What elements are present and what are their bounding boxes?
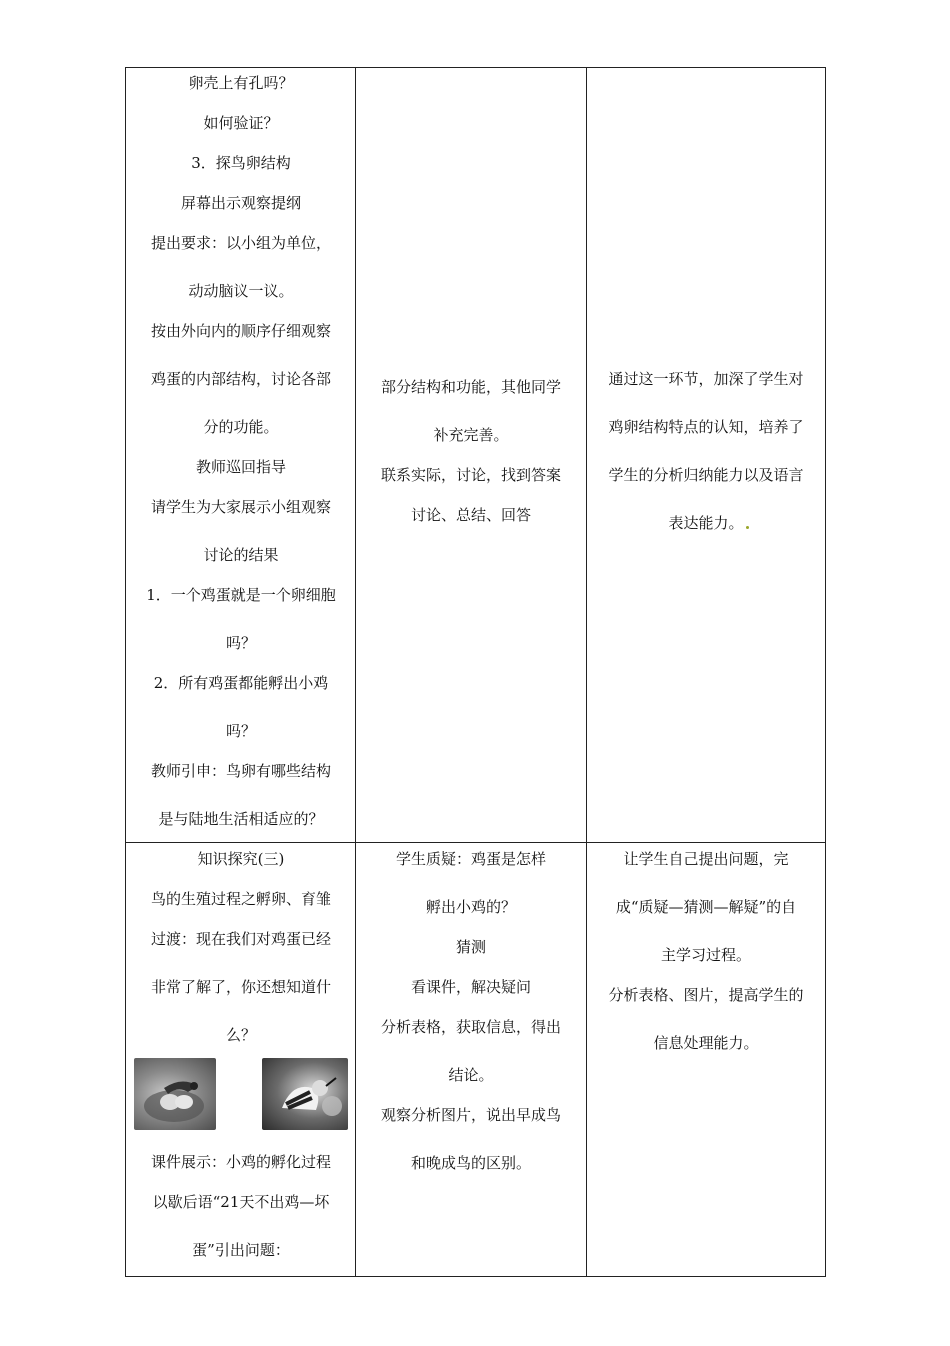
- row2-col1-line: 鸟的生殖过程之孵卵、育雏: [150, 890, 331, 908]
- row1-col3-line: 鸡卵结构特点的认知，培养了: [608, 418, 804, 436]
- row1-col1-line: 分的功能。: [203, 418, 279, 436]
- bird-feeding-photo: [262, 1058, 348, 1130]
- row1-col1-line: 动动脑议一议。: [188, 282, 294, 300]
- table-top-border: [125, 67, 826, 68]
- row2-col2-line: 猜测: [455, 938, 486, 956]
- row2-col1-line: 知识探究(三): [197, 850, 285, 868]
- row1-col1-line: 提出要求：以小组为单位，: [150, 234, 331, 252]
- row1-col1-line: 讨论的结果: [203, 546, 279, 564]
- row2-col2-line: 孵出小鸡的？: [425, 898, 516, 916]
- row1-col1-line: 吗？: [225, 722, 256, 740]
- row1-col2-line: 部分结构和功能，其他同学: [380, 378, 561, 396]
- row2-col2-line: 观察分析图片，说出早成鸟: [380, 1106, 561, 1124]
- row2-col1-line: 以歇后语“21天不出鸡—坏: [152, 1193, 330, 1211]
- row2-col3-line: 成“质疑—猜测—解疑”的自: [615, 898, 797, 916]
- table-right-border: [825, 67, 826, 1277]
- row1-col2-line: 补充完善。: [433, 426, 509, 444]
- row1-col1-line: 按由外向内的顺序仔细观察: [150, 322, 331, 340]
- row1-col3-line: 学生的分析归纳能力以及语言: [608, 466, 804, 484]
- table-bottom-border: [125, 1276, 826, 1277]
- row2-col2-line: 结论。: [448, 1066, 494, 1084]
- row1-col1-line: 请学生为大家展示小组观察: [150, 498, 331, 516]
- decorative-dot: [746, 526, 749, 529]
- row1-col1-line: 卵壳上有孔吗？: [188, 74, 294, 92]
- column-divider-2: [586, 67, 587, 1277]
- row1-col2-line: 联系实际，讨论，找到答案: [380, 466, 561, 484]
- row2-col2-line: 看课件，解决疑问: [410, 978, 531, 996]
- row1-col1-line: 鸡蛋的内部结构，讨论各部: [150, 370, 331, 388]
- row2-col1-line: 过渡：现在我们对鸡蛋已经: [150, 930, 331, 948]
- row1-col1-line: 吗？: [225, 634, 256, 652]
- row2-col1-line: 课件展示：小鸡的孵化过程: [150, 1153, 331, 1171]
- row2-col3-line: 主学习过程。: [660, 946, 751, 964]
- row1-col2-line: 讨论、总结、回答: [410, 506, 531, 524]
- row2-col2-line: 分析表格，获取信息，得出: [380, 1018, 561, 1036]
- row1-col1-line: 教师引申：鸟卵有哪些结构: [150, 762, 331, 780]
- row1-col1-line: 教师巡回指导: [195, 458, 286, 476]
- row1-col1-line: 如何验证？: [203, 114, 279, 132]
- row2-col2-line: 和晚成鸟的区别。: [410, 1154, 531, 1172]
- row2-col2-line: 学生质疑：鸡蛋是怎样: [395, 850, 546, 868]
- row2-col3-line: 让学生自己提出问题，完: [623, 850, 789, 868]
- row1-col3-line: 表达能力。: [668, 514, 744, 532]
- row1-col1-line: 3．探鸟卵结构: [191, 154, 291, 172]
- row1-col3-line: 通过这一环节，加深了学生对: [608, 370, 804, 388]
- row1-col1-line: 屏幕出示观察提纲: [180, 194, 301, 212]
- row-divider: [125, 842, 826, 843]
- row1-col1-line: 1．一个鸡蛋就是一个卵细胞: [146, 586, 336, 604]
- row1-col1-line: 是与陆地生活相适应的？: [158, 810, 324, 828]
- row1-col1-line: 2．所有鸡蛋都能孵出小鸡: [153, 674, 329, 692]
- row2-col1-line: 蛋”引出问题：: [192, 1241, 290, 1259]
- row2-col3-line: 分析表格、图片，提高学生的: [608, 986, 804, 1004]
- row2-col3-line: 信息处理能力。: [653, 1034, 759, 1052]
- bird-nest-photo: [134, 1058, 216, 1130]
- row2-col1-line: 非常了解了，你还想知道什: [150, 978, 331, 996]
- row2-col1-line: 么？: [225, 1026, 256, 1044]
